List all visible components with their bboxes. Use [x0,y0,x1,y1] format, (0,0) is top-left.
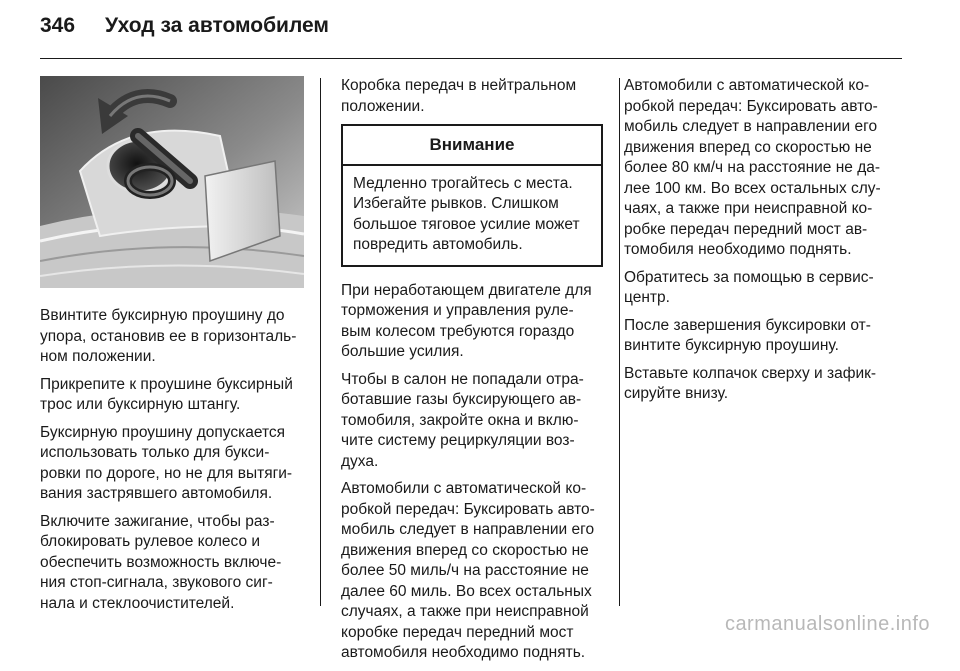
warning-text: Медленно трогайтесь с места. Избегайте рывков. Слишком большое тяговое усилие может повредить автомобиль. [353,174,580,253]
page-number: 346 [40,14,76,37]
paragraph: Вставьте колпачок сверху и зафик- сируйте внизу. [624,364,877,402]
paragraph: Буксирную проушину допускается использовать только для букси- ровки по дороге, но не для вытяги- вания застрявшего автомобиля. [40,423,293,502]
paragraph: При неработающем двигателе для торможения и управления руле- вым колесом требуются гораздо большие усилия. [341,281,592,360]
header-rule [40,58,902,59]
paragraph: Ввинтите буксирную проушину до упора, остановив ее в горизонталь- ном положении. [40,307,297,365]
column-divider-1 [320,78,321,606]
paragraph: Включите зажигание, чтобы раз- блокировать рулевое колесо и обеспечить возможность включе- ния стоп-сигнала, звукового сиг- нала и стеклоочистителей. [40,512,282,612]
paragraph: После завершения буксировки от- винтите буксирную проушину. [624,316,871,354]
paragraph: Автомобили с автоматической ко- робкой передач: Буксировать авто- мобиль следует в направлении его движения вперед со скоростью не более 50 миль/ч на расстояние не далее 60 миль. Во всех остальных случаях, а также при неисправной коробке передач передний мост автомобиля необходимо поднять. [341,480,595,661]
chapter-title: Уход за автомобилем [105,14,329,37]
paragraph: Чтобы в салон не попадали отра- ботавшие газы буксирующего ав- томобиля, закройте окна и вклю- чите систему рециркуляции воз- духа. [341,370,584,470]
paragraph: Прикрепите к проушине буксирный трос или буксирную штангу. [40,375,293,413]
page-header [40,6,329,46]
warning-box [341,124,603,267]
column-divider-2 [619,78,620,606]
paragraph: Автомобили с автоматической ко- робкой передач: Буксировать авто- мобиль следует в направлении его движения вперед со скоростью не более 80 км/ч на расстояние не да- лее 100 км. Во всех остальных слу- чаях, а также при неисправной ко- робке передач передний мост ав- томобиля необходимо поднять. [624,77,881,258]
warning-title: Внимание [343,126,601,166]
tow-eye-install-icon [40,76,304,288]
watermark: carmanualsonline.info [724,613,930,635]
column-2 [341,76,603,671]
paragraph-intro: Коробка передач в нейтральном положении. [341,77,577,115]
column-3 [624,76,906,412]
paragraph: Обратитесь за помощью в сервис- центр. [624,268,874,306]
column-1 [40,76,308,621]
tow-eye-illustration [40,76,304,288]
